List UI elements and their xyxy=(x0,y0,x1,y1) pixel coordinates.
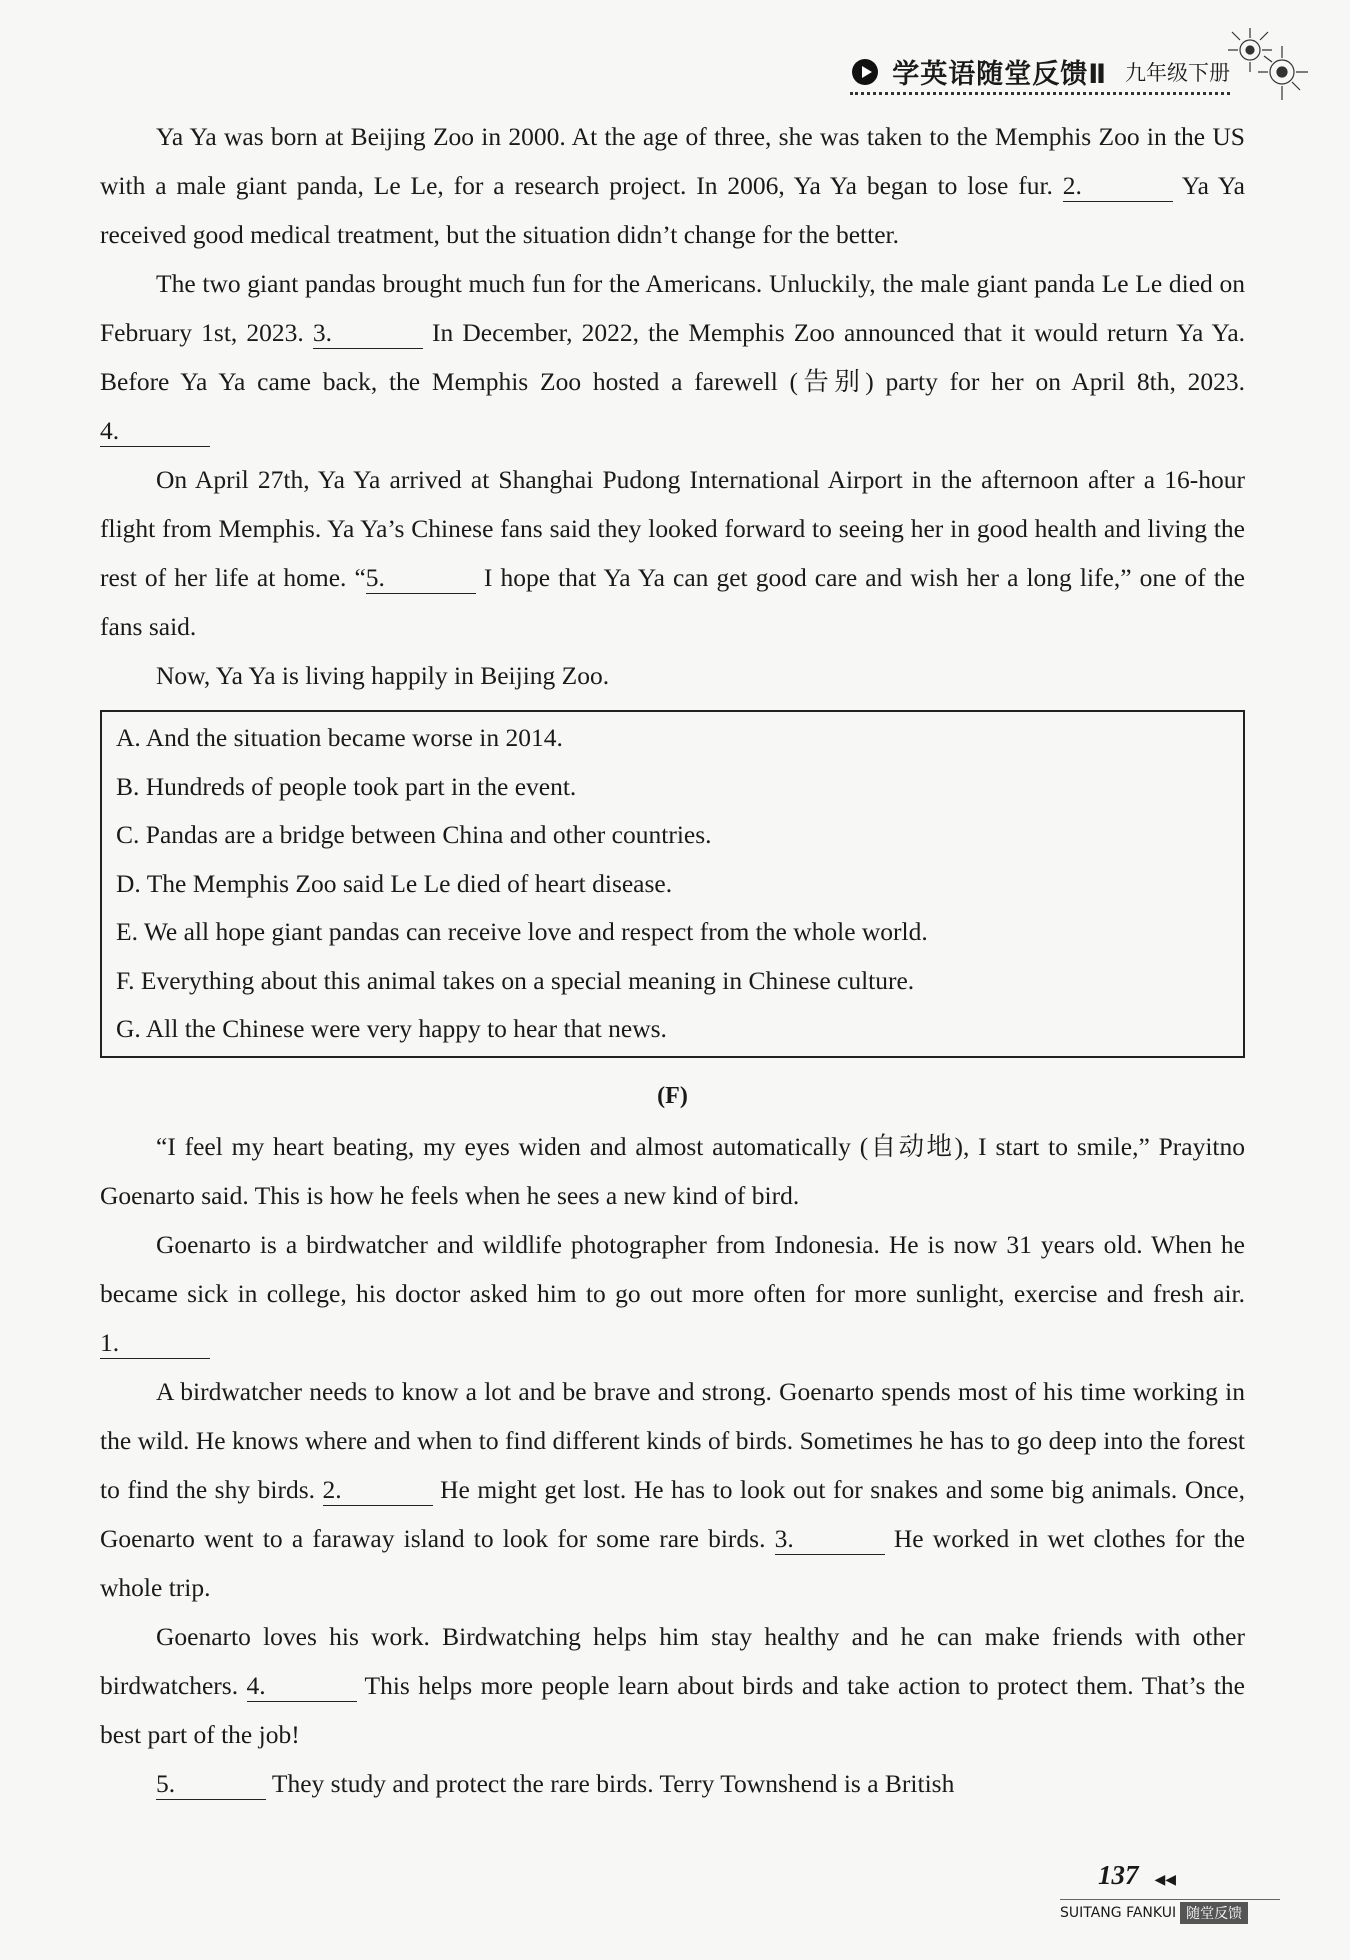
passage-f-paragraph-2 xyxy=(100,1220,1245,1367)
paragraph-text: Ya Ya received good medical treatment, but the situation didn’t change for the better. xyxy=(100,171,1245,249)
passage-f-paragraph-3 xyxy=(100,1367,1245,1612)
option-a: A. And the situation became worse in 2014. xyxy=(116,723,563,752)
double-arrow-left-icon: ◀◀ xyxy=(1154,1873,1177,1888)
passage-f-paragraph-4 xyxy=(100,1612,1245,1759)
footer-brand-cn: 随堂反馈 xyxy=(1180,1902,1248,1924)
page-number: 137 xyxy=(1098,1860,1139,1890)
paragraph-text: I hope that Ya Ya can get good care and wish her a long life,” one of the fans said. xyxy=(100,563,1245,641)
option-c: C. Pandas are a bridge between China and other countries. xyxy=(116,820,712,849)
paragraph-text: In December, 2022, the Memphis Zoo announced that it would return Ya Ya. Before Ya Ya came back, the Memphis Zoo hosted a farewell (告别) party for her on April 8th, 2023. xyxy=(100,318,1246,396)
page-header xyxy=(852,52,1230,91)
paragraph-text: They study and protect the rare birds. Terry Townshend is a British xyxy=(266,1768,955,1798)
passage-f-paragraph-5 xyxy=(100,1759,1245,1808)
page-content xyxy=(100,112,1245,1808)
passage-e-paragraph-3 xyxy=(100,455,1245,651)
footer-brand-strip xyxy=(1060,1899,1280,1924)
answer-blank-4[interactable]: 4. xyxy=(100,416,210,447)
option-d: D. The Memphis Zoo said Le Le died of heart disease. xyxy=(116,868,673,898)
paragraph-text: Goenarto is a birdwatcher and wildlife photographer from Indonesia. He is now 31 years old. When he became sick in college, his doctor asked him to go out more often for more sunlight, exercise and fresh air. xyxy=(100,1229,1245,1308)
paragraph-text: Goenarto loves his work. Birdwatching helps him stay healthy and he can make friends with other birdwatchers. xyxy=(100,1621,1245,1700)
answer-blank-f2[interactable]: 2. xyxy=(323,1475,433,1506)
answer-blank-3[interactable]: 3. xyxy=(313,318,423,349)
passage-e-paragraph-1 xyxy=(100,112,1245,259)
paragraph-text: On April 27th, Ya Ya arrived at Shanghai Pudong International Airport in the afternoon after a 16-hour flight from Memphis. Ya Ya’s Chinese fans said they looked forward to seeing her in good health and living the rest of her life at home. “ xyxy=(100,465,1245,592)
answer-blank-f3[interactable]: 3. xyxy=(775,1524,885,1555)
paragraph-text: Now, Ya Ya is living happily in Beijing Zoo. xyxy=(156,661,610,690)
passage-e-paragraph-4 xyxy=(100,651,1245,700)
answer-blank-f4[interactable]: 4. xyxy=(247,1671,357,1702)
paragraph-text: He worked in wet clothes for the whole trip. xyxy=(100,1523,1245,1602)
option-b: B. Hundreds of people took part in the event. xyxy=(116,771,577,801)
section-label-f: (F) xyxy=(657,1082,688,1109)
options-box xyxy=(100,710,1245,1058)
answer-blank-f1[interactable]: 1. xyxy=(100,1328,210,1359)
page-footer xyxy=(1060,1860,1280,1924)
paragraph-text: A birdwatcher needs to know a lot and be brave and strong. Goenarto spends most of his time working in the wild. He knows where and when to find different kinds of birds. Sometimes he has to go deep into the forest to find the shy birds. xyxy=(100,1376,1245,1504)
header-subtitle: 九年级下册 xyxy=(1125,60,1230,85)
footer-brand-latin: SUITANG FANKUI xyxy=(1060,1905,1177,1921)
header-dotted-rule xyxy=(850,92,1230,95)
flower-decoration-icon xyxy=(1220,20,1315,110)
passage-e-paragraph-2 xyxy=(100,259,1245,455)
passage-f-paragraph-1: “I feel my heart beating, my eyes widen and almost automatically (自动地), I start to smile,” Prayitno Goenarto said. This is how he feels when he sees a new kind of bird. xyxy=(100,1131,1245,1210)
paragraph-text: Ya Ya was born at Beijing Zoo in 2000. At the age of three, she was taken to the Memphis Zoo in the US with a male giant panda, Le Le, for a research project. In 2006, Ya Ya began to lose fur. xyxy=(100,122,1245,200)
option-f: F. Everything about this animal takes on a special meaning in Chinese culture. xyxy=(116,965,915,995)
answer-blank-f5[interactable]: 5. xyxy=(156,1769,266,1800)
play-icon xyxy=(852,59,878,85)
answer-blank-2[interactable]: 2. xyxy=(1063,171,1173,202)
paragraph-text: He might get lost. He has to look out for snakes and some big animals. Once, Goenarto went to a faraway island to look for some rare birds. xyxy=(100,1474,1245,1553)
option-g: G. All the Chinese were very happy to hear that news. xyxy=(116,1014,667,1043)
paragraph-text: The two giant pandas brought much fun for the Americans. Unluckily, the male giant panda Le Le died on February 1st, 2023. xyxy=(100,269,1245,347)
option-e: E. We all hope giant pandas can receive love and respect from the whole world. xyxy=(116,917,928,946)
header-title: 学英语随堂反馈Ⅱ xyxy=(892,59,1107,90)
answer-blank-5[interactable]: 5. xyxy=(366,563,476,594)
paragraph-text: This helps more people learn about birds and take action to protect them. That’s the best part of the job! xyxy=(100,1670,1245,1749)
